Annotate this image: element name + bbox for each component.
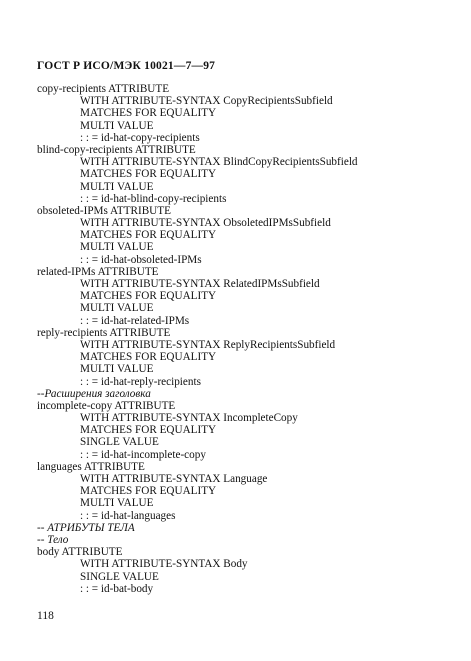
attribute-definition-line: reply-recipients ATTRIBUTE: [37, 326, 171, 339]
attribute-definition-line: copy-recipients ATTRIBUTE: [37, 83, 170, 95]
attribute-property-line: WITH ATTRIBUTE-SYNTAX ReplyRecipientsSubfield: [80, 338, 336, 351]
attribute-property-line: MULTI VALUE: [80, 241, 154, 254]
attribute-property-line: WITH ATTRIBUTE-SYNTAX CopyRecipientsSubfield: [80, 95, 333, 108]
attribute-property-line: MATCHES FOR EQUALITY: [80, 290, 217, 303]
attribute-property-line: MULTI VALUE: [80, 180, 154, 193]
page-number: 118: [37, 610, 54, 622]
comment-line: -- АТРИБУТЫ ТЕЛА: [37, 521, 135, 534]
attribute-property-line: MATCHES FOR EQUALITY: [80, 229, 217, 242]
attribute-property-line: WITH ATTRIBUTE-SYNTAX RelatedIPMsSubfield: [80, 278, 320, 290]
asn1-definitions-block: [37, 83, 457, 595]
attribute-property-line: : : = id-bat-body: [80, 582, 154, 595]
attribute-property-line: SINGLE VALUE: [80, 436, 159, 449]
attribute-property-line: MATCHES FOR EQUALITY: [80, 424, 217, 437]
attribute-definition-line: blind-copy-recipients ATTRIBUTE: [37, 143, 196, 156]
attribute-property-line: WITH ATTRIBUTE-SYNTAX BlindCopyRecipientsSubfield: [80, 156, 358, 169]
attribute-property-line: MULTI VALUE: [80, 302, 154, 315]
attribute-property-line: WITH ATTRIBUTE-SYNTAX Body: [80, 558, 248, 571]
document-header: ГОСТ Р ИСО/МЭК 10021—7—97: [37, 60, 216, 72]
attribute-definition-line: languages ATTRIBUTE: [37, 460, 145, 473]
attribute-property-line: MATCHES FOR EQUALITY: [80, 485, 217, 498]
attribute-property-line: WITH ATTRIBUTE-SYNTAX Language: [80, 473, 268, 485]
attribute-property-line: : : = id-hat-incomplete-copy: [80, 448, 206, 461]
attribute-property-line: : : = id-hat-reply-recipients: [80, 375, 201, 388]
attribute-property-line: MATCHES FOR EQUALITY: [80, 107, 217, 120]
attribute-definition-line: obsoleted-IPMs ATTRIBUTE: [37, 204, 171, 217]
comment-line: --Расширения заголовка: [37, 387, 151, 400]
attribute-property-line: : : = id-hat-blind-copy-recipients: [80, 192, 227, 205]
attribute-property-line: WITH ATTRIBUTE-SYNTAX IncompleteCopy: [80, 412, 298, 425]
attribute-property-line: MATCHES FOR EQUALITY: [80, 351, 217, 364]
attribute-property-line: MATCHES FOR EQUALITY: [80, 168, 217, 181]
attribute-definition-line: incomplete-copy ATTRIBUTE: [37, 399, 176, 412]
attribute-property-line: : : = id-hat-obsoleted-IPMs: [80, 253, 202, 266]
attribute-property-line: : : = id-hat-related-IPMs: [80, 314, 190, 327]
attribute-definition-line: body ATTRIBUTE: [37, 546, 123, 559]
attribute-definition-line: related-IPMs ATTRIBUTE: [37, 265, 159, 278]
attribute-property-line: MULTI VALUE: [80, 119, 154, 132]
comment-line: -- Тело: [37, 533, 69, 546]
attribute-property-line: MULTI VALUE: [80, 363, 154, 376]
attribute-property-line: : : = id-hat-copy-recipients: [80, 131, 200, 144]
attribute-property-line: : : = id-hat-languages: [80, 509, 176, 522]
attribute-property-line: MULTI VALUE: [80, 497, 154, 510]
attribute-property-line: SINGLE VALUE: [80, 570, 159, 583]
attribute-property-line: WITH ATTRIBUTE-SYNTAX ObsoletedIPMsSubfield: [80, 217, 331, 230]
